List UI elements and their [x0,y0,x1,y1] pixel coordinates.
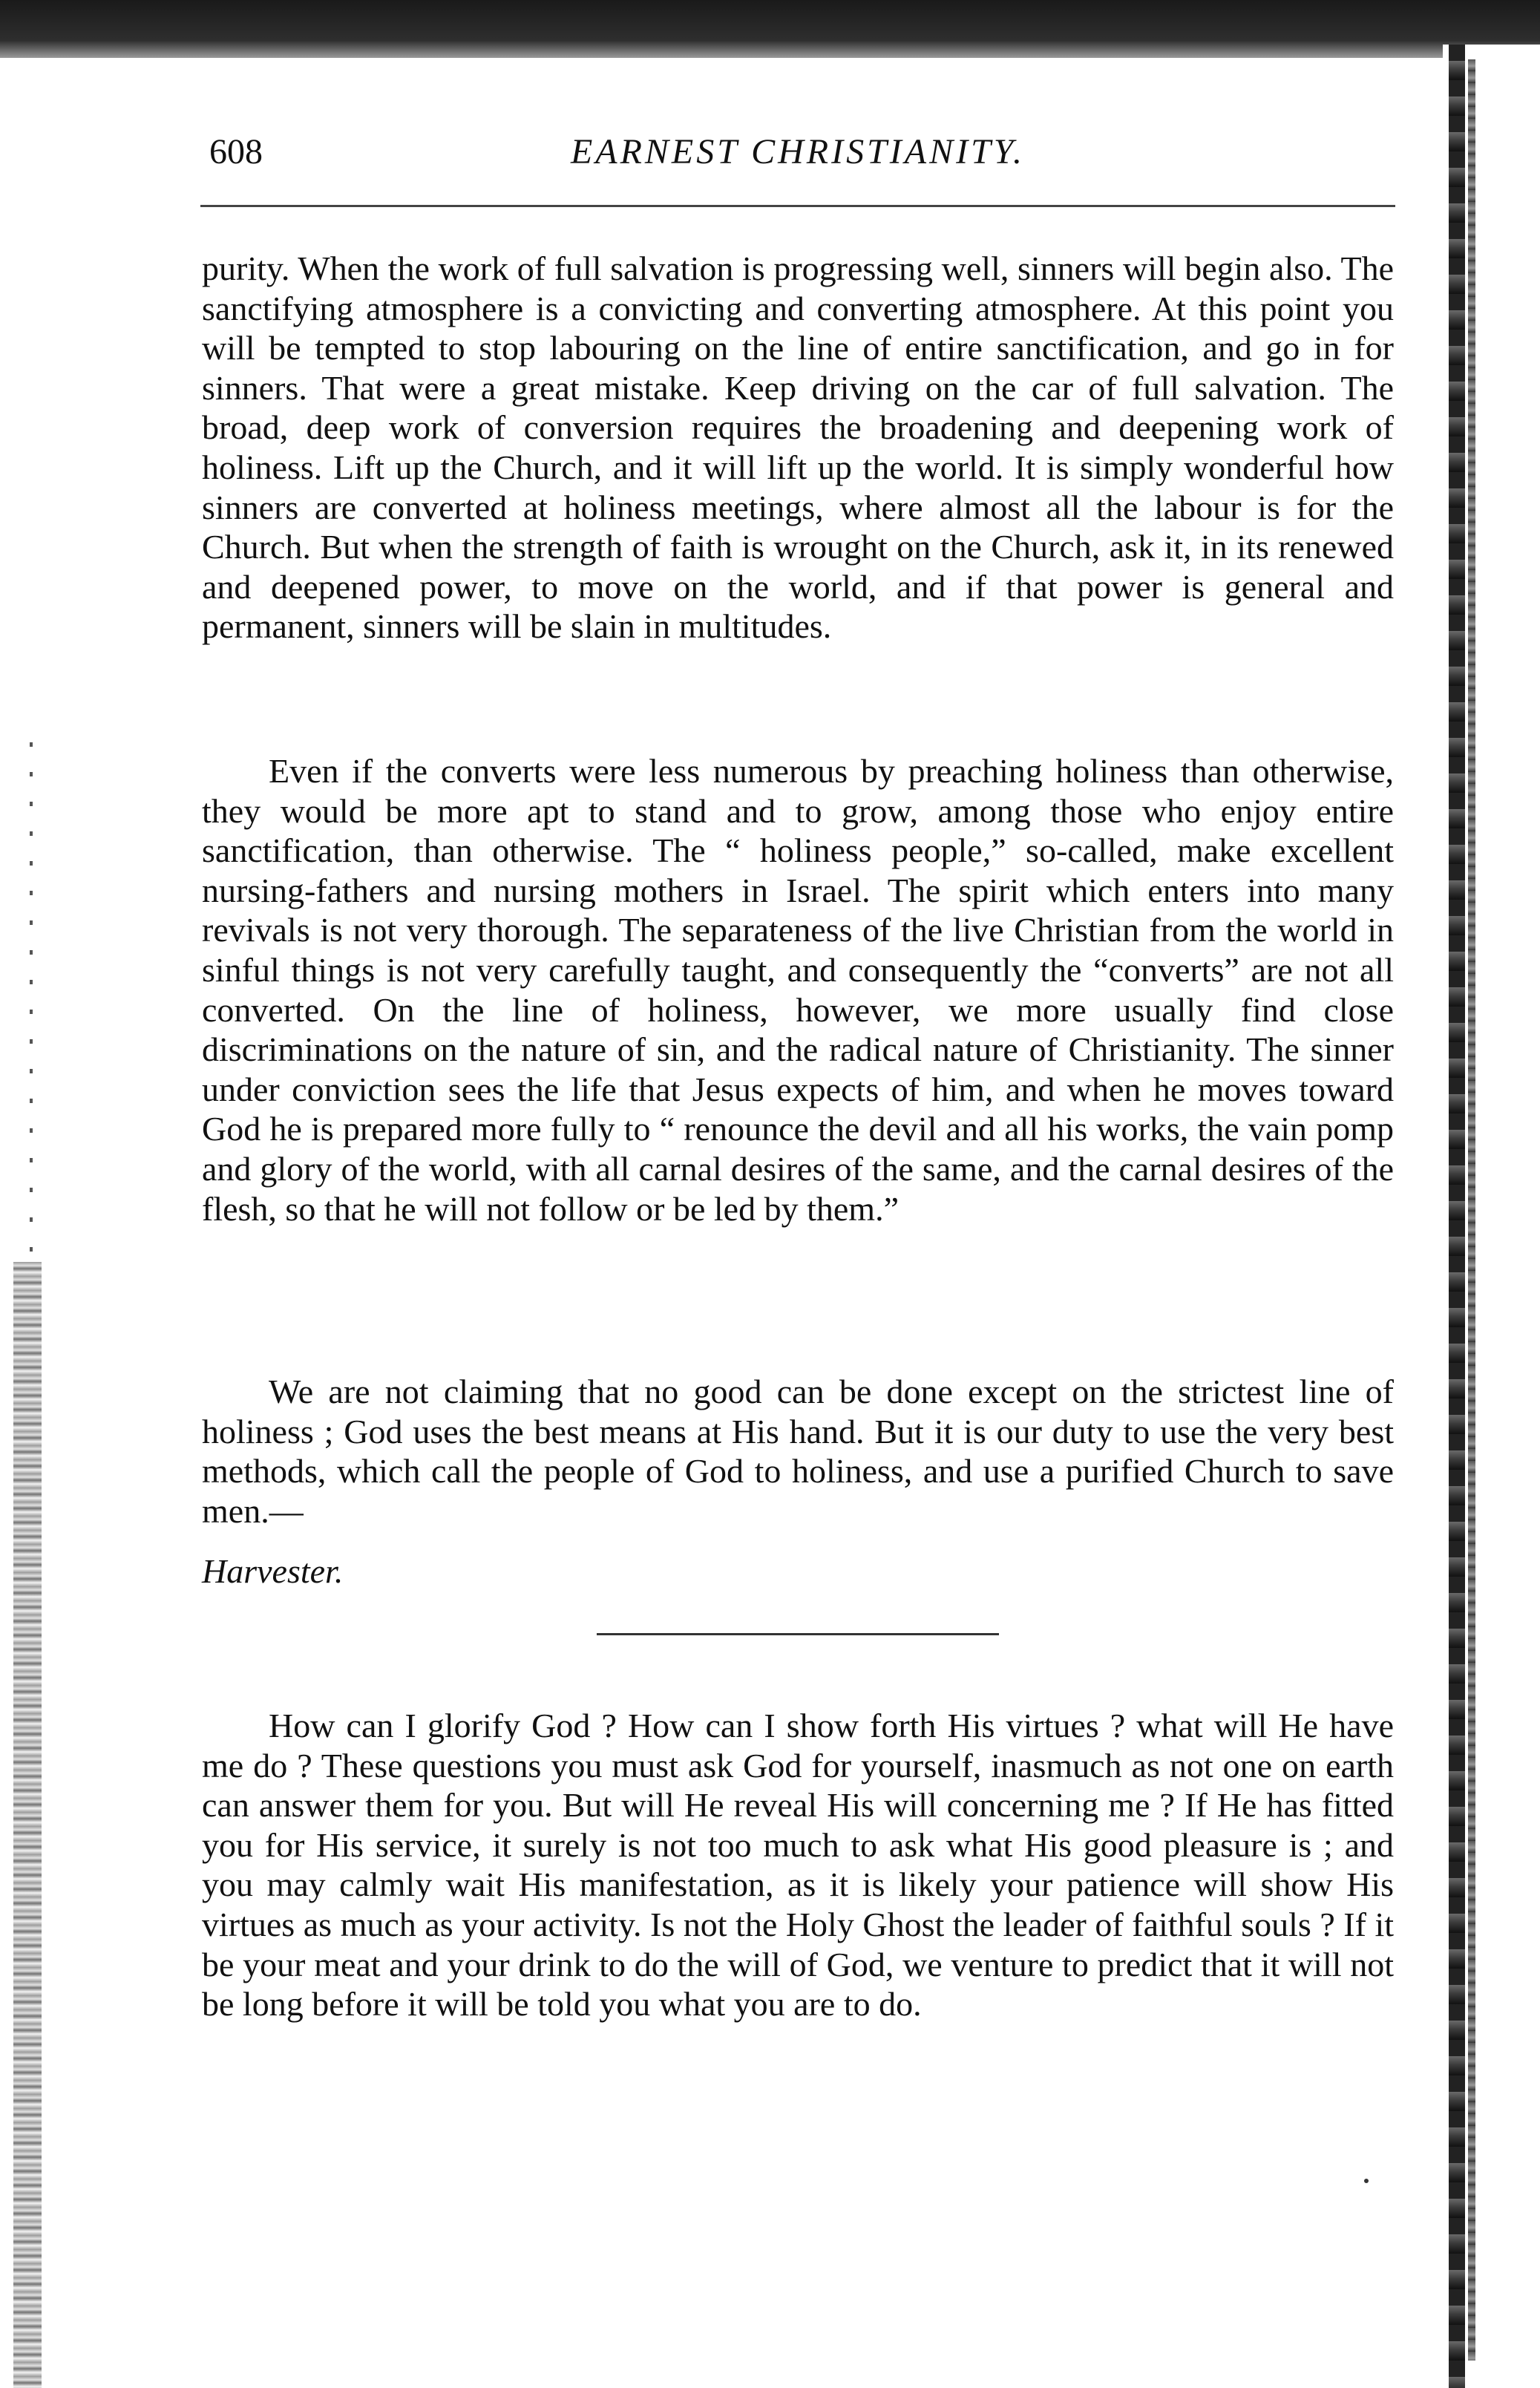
binding-spine-inner [1468,59,1475,2361]
scan-left-edge [0,742,59,2388]
scan-top-edge [0,0,1540,58]
running-title: EARNEST CHRISTIANITY. [570,132,1026,171]
left-edge-specks [30,742,33,1262]
header-rule [200,205,1395,207]
paragraph-converts: Even if the converts were less numerous by preaching holiness than otherwise, they would be more apt to stand and to grow, among those who enjoy entire sanctification, than otherwise. The “ holiness people,” so-called, make excellent nursing-fathers and nursing mothers in Israel. The spirit which enters into many revivals is not very thorough. The separateness of the live Christian from the world in sinful things is not very carefully taught, and consequently the “converts” are not all converted. On the line of holiness, however, we more usually find close discriminations on the nature of sin, and the radical nature of Christianity. The sinner under conviction sees the life that Jesus expects of him, and when he moves toward God he is prepared more fully to “ renounce the devil and all his works, the vain pomp and glory of the world, with all carnal desires of the same, and the carnal desires of the flesh, so that he will not follow or be led by them.” [202,752,1394,1228]
scan-right-edge [1443,45,1540,2388]
paragraph-glorify: How can I glorify God ? How can I show forth His virtues ? what will He have me do ? These questions you must ask God for yourself, inasmuch as not one on earth can answer them for you. But will He reveal His will concerning me ? If He has fitted you for His service, it surely is not too much to ask what His good pleasure is ; and you may calmly wait His manifestation, as it is likely your patience will show His virtues as much as your activity. Is not the Holy Ghost the leader of faithful souls ? If it be your meat and your drink to do the will of God, we venture to predict that it will not be long before it will be told you what you are to do. [202,1707,1394,2024]
page-header [200,130,1395,189]
paragraph-continuation: purity. When the work of full salvation is progressing well, sinners will begin also. The sanctifying atmosphere is a convicting and converting atmosphere. At this point you will be tempted to stop labouring on the line of entire sanctification, and go in for sinners. That were a great mistake. Keep driving on the car of full salvation. The broad, deep work of conversion requires the broadening and deepening work of holiness. Lift up the Church, and it will lift up the world. It is simply wonderful how sinners are converted at holiness meetings, where almost all the labour is for the Church. But when the strength of faith is wrought on the Church, ask it, in its renewed and deepened power, to move on the world, and if that power is general and permanent, sinners will be slain in multitudes. [202,249,1394,646]
binding-spine [1449,45,1465,2388]
page-number: 608 [209,132,263,171]
section-divider [597,1633,999,1635]
attribution: Harvester. [202,1552,344,1590]
left-edge-binding [13,1262,42,2388]
ink-speck [1364,2179,1369,2183]
paragraph-claiming: We are not claiming that no good can be done except on the strictest line of holiness ; God uses the best means at His hand. But it is our duty to use the very best methods, which call the people of God to holiness, and use a purified Church to save men.— [202,1373,1394,1530]
